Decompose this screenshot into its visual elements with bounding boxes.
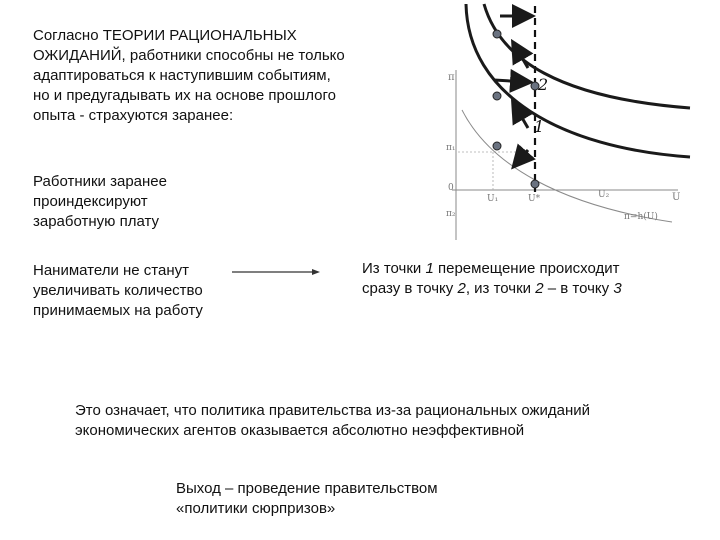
pi1-tick: π₁ [446, 143, 456, 153]
curve-label: π=h(U) [624, 212, 658, 222]
arrow-down [515, 150, 528, 165]
point-label-1: 1 [534, 117, 545, 136]
transition-text: Из точки 1 перемещение происходит сразу в точку 2, из точки 2 – в точку 3 [362, 260, 622, 297]
expectations-curve-upper [484, 4, 690, 108]
x-axis-label: U [672, 192, 681, 203]
employers-text: Наниматели не станут увеличивать количество принимаемых на работу [33, 262, 203, 319]
u1-tick: U₁ [487, 194, 499, 204]
pi2-tick: π₂ [446, 209, 456, 219]
u-star-tick: U* [528, 194, 541, 204]
base-phillips-curve [462, 110, 672, 222]
point-2-curve [493, 92, 501, 100]
point-1-curve [493, 142, 501, 150]
zero-tick: 0 [448, 183, 454, 193]
wage-indexing-text: Работники заранее проиндексируют заработную плату [33, 173, 167, 230]
point-3 [493, 30, 501, 38]
arrow-right-to-point2 [494, 80, 528, 82]
surprise-policy-text: Выход – проведение правительством «политики сюрпризов» [176, 480, 438, 517]
conclusion-text: Это означает, что политика правительства из-за рациональных ожиданий экономических агентов оказывается абсолютно неэффективной [75, 402, 591, 439]
intro-text: Согласно ТЕОРИИ РАЦИОНАЛЬНЫХ ОЖИДАНИЙ, работники способны не только адаптироваться к наступившим событиям, но и предугадывать их на основе прошлого опыта - страхуются заранее: [33, 27, 345, 124]
point-label-2: 2 [538, 75, 549, 94]
u2-tick: U₂ [598, 190, 610, 200]
background-plot [446, 70, 680, 240]
point-1 [531, 180, 539, 188]
y-axis-label: π [448, 72, 455, 83]
